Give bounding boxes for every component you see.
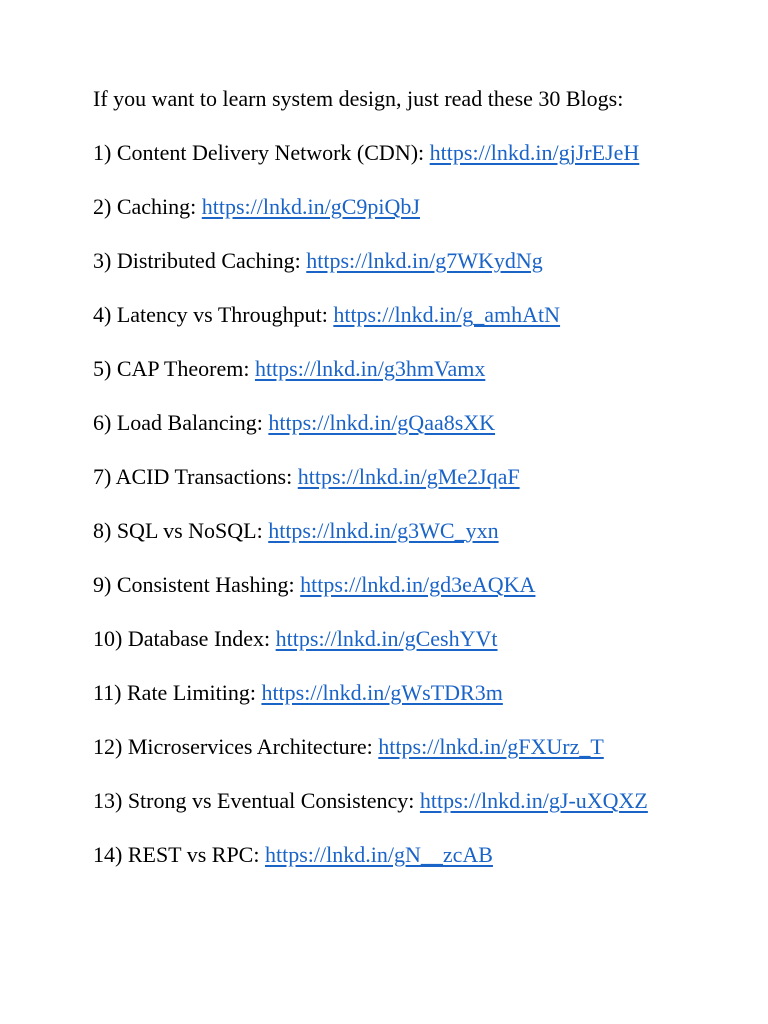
list-item-4 bbox=[93, 301, 693, 329]
item-link[interactable]: https://lnkd.in/gWsTDR3m bbox=[261, 680, 503, 705]
item-label: 2) Caching: bbox=[93, 194, 202, 219]
item-label: 8) SQL vs NoSQL: bbox=[93, 518, 269, 543]
item-label: 11) Rate Limiting: bbox=[93, 680, 262, 705]
list-item-8 bbox=[93, 517, 693, 545]
item-link[interactable]: https://lnkd.in/gN__zcAB bbox=[264, 842, 493, 867]
item-link[interactable]: https://lnkd.in/g3WC_yxn bbox=[268, 518, 499, 543]
item-label: 1) Content Delivery Network (CDN): bbox=[93, 140, 430, 165]
item-link[interactable]: https://lnkd.in/gQaa8sXK bbox=[268, 410, 496, 435]
list-item-9 bbox=[93, 571, 693, 599]
item-label: 5) CAP Theorem: bbox=[93, 356, 255, 381]
item-label: 3) Distributed Caching: bbox=[93, 248, 307, 273]
item-link[interactable]: https://lnkd.in/gC9piQbJ bbox=[201, 194, 420, 219]
list-item-5 bbox=[93, 355, 693, 383]
item-label: 7) ACID Transactions: bbox=[93, 464, 298, 489]
item-label: 4) Latency vs Throughput: bbox=[93, 302, 334, 327]
list-item-2 bbox=[93, 193, 693, 221]
list-item-10 bbox=[93, 625, 693, 653]
item-link[interactable]: https://lnkd.in/gCeshYVt bbox=[275, 626, 498, 651]
item-label: 13) Strong vs Eventual Consistency: bbox=[93, 788, 420, 813]
list-item-13 bbox=[93, 787, 693, 815]
list-item-3 bbox=[93, 247, 693, 275]
intro-text: If you want to learn system design, just read these 30 Blogs: bbox=[93, 86, 624, 111]
list-item-1 bbox=[93, 139, 693, 167]
item-link[interactable]: https://lnkd.in/g_amhAtN bbox=[333, 302, 561, 327]
item-link[interactable]: https://lnkd.in/gjJrEJeH bbox=[429, 140, 640, 165]
item-link[interactable]: https://lnkd.in/gJ-uXQXZ bbox=[419, 788, 648, 813]
item-link[interactable]: https://lnkd.in/g7WKydNg bbox=[306, 248, 543, 273]
list-item-14 bbox=[93, 841, 693, 869]
item-link[interactable]: https://lnkd.in/gMe2JqaF bbox=[297, 464, 520, 489]
item-label: 9) Consistent Hashing: bbox=[93, 572, 301, 597]
list-item-12 bbox=[93, 733, 693, 761]
item-link[interactable]: https://lnkd.in/g3hmVamx bbox=[254, 356, 486, 381]
item-label: 10) Database Index: bbox=[93, 626, 276, 651]
list-item-6 bbox=[93, 409, 693, 437]
list-item-7 bbox=[93, 463, 693, 491]
item-label: 14) REST vs RPC: bbox=[93, 842, 265, 867]
item-link[interactable]: https://lnkd.in/gd3eAQKA bbox=[300, 572, 536, 597]
list-item-11 bbox=[93, 679, 693, 707]
document-page bbox=[93, 85, 693, 895]
item-label: 6) Load Balancing: bbox=[93, 410, 269, 435]
item-label: 12) Microservices Architecture: bbox=[93, 734, 379, 759]
item-link[interactable]: https://lnkd.in/gFXUrz_T bbox=[378, 734, 604, 759]
